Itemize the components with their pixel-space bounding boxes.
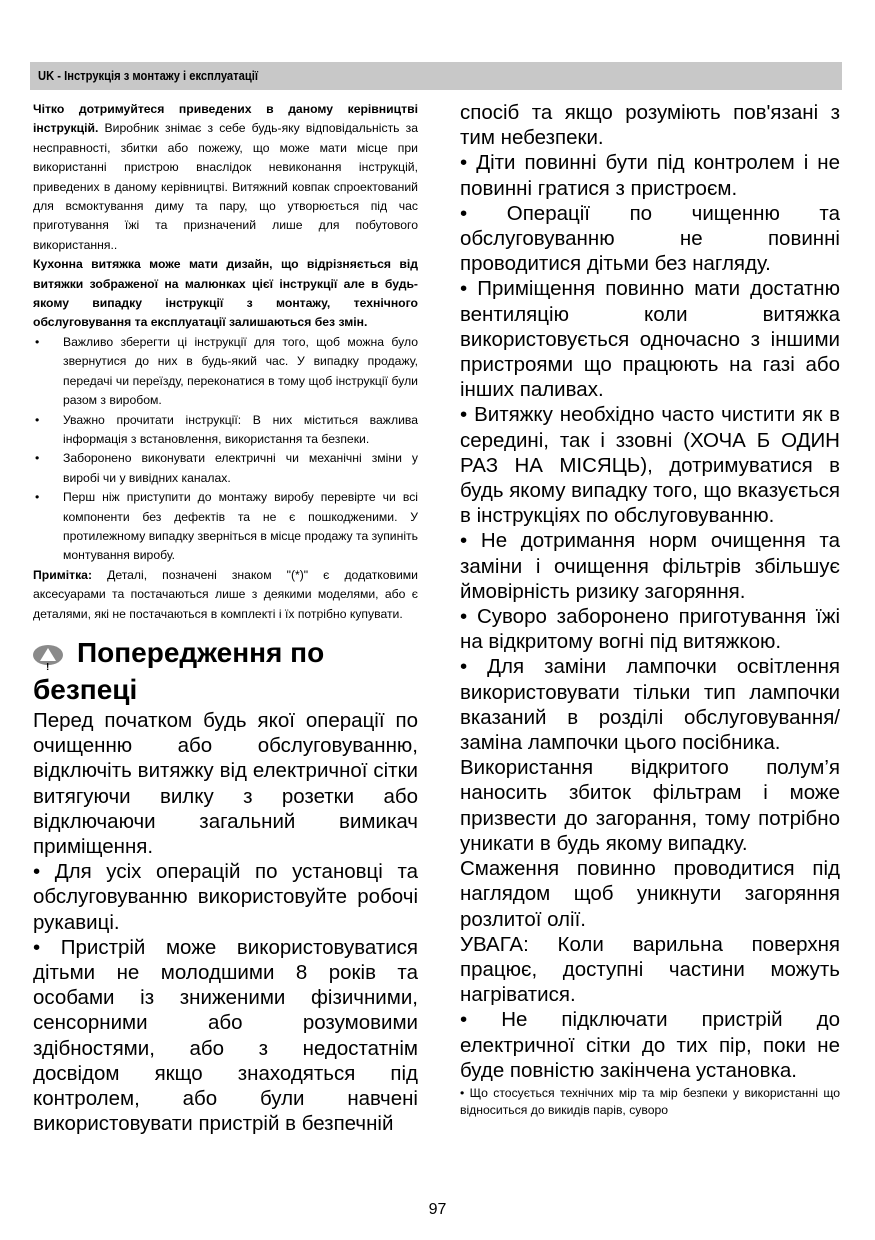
section-header-bar	[30, 62, 842, 90]
technical-measures-note: • Що стосується технічних мір та мір безпеки у використанні що відноситься до викидів парів, суворо	[460, 1085, 840, 1117]
safety-paragraph: • Не підключати пристрій до електричної сітки до тих пір, поки не буде повністю закінчена установка.	[460, 1008, 840, 1082]
intro-text: Виробник знімає з себе будь-яку відповідальність за несправності, збитки або пожежу, що може мати місце при використанні пристрою внаслідок невиконання інструкцій, приведених в даному керівництві. Витяжний ковпак спроектований для всмоктування диму та пару, що утворюється під час приготування їжі та призначений лише для побутового використання..	[33, 121, 418, 252]
safety-paragraph: Смаження повинно проводитися під наглядом щоб уникнути загоряння розлитої олії.	[460, 857, 840, 931]
section-header-title: UK - Інструкція з монтажу і експлуатації	[38, 68, 258, 83]
note-text: Деталі, позначені знаком "(*)" є додатковими аксесуарами та постачаються лише з деякими моделями, або є деталями, які не постачаються в комплекті і їх потрібно купувати.	[33, 567, 418, 621]
warning-icon	[33, 643, 63, 667]
intro-block	[33, 100, 418, 624]
safety-paragraph: спосіб та якщо розуміють пов'язані з тим небезпеки.	[460, 101, 840, 150]
note-label: Примітка:	[33, 567, 93, 582]
list-item: • Заборонено виконувати електричні чи механічні зміни у виробі чи у вивідних каналах.	[33, 449, 418, 488]
list-item: • Перш ніж приступити до монтажу виробу перевірте чи всі компоненти без дефектів та не є пошкодженими. У протилежному випадку зверніться в місце продажу та зупиніть монтування виробу.	[33, 488, 418, 566]
instructions-list	[33, 333, 418, 566]
safety-paragraph: • Суворо заборонено приготування їжі на відкритому вогні під витяжкою.	[460, 605, 840, 654]
safety-heading-line-2: безпеці	[33, 673, 138, 705]
safety-text-left	[33, 708, 418, 1136]
design-note: Кухонна витяжка може мати дизайн, що відрізняється від витяжки зображеної на малюнках цієї інструкції але в будь-якому випадку інструкції з монтажу, технічного обслуговування та експлуатації залишаються без змін.	[33, 257, 418, 330]
list-item: • Уважно прочитати інструкції: В них міститься важлива інформація з встановлення, використання та безпеки.	[33, 411, 418, 450]
safety-paragraph: • Операції по чищенню та обслуговуванню не повинні проводитися дітьми без нагляду.	[460, 201, 840, 276]
left-column	[33, 100, 418, 1136]
safety-text-right	[460, 100, 840, 1083]
safety-heading	[33, 634, 418, 671]
safety-paragraph: • Приміщення повинно мати достатню вентиляцію коли витяжка використовується одночасно з іншими пристроями що працюють на газі або інших паливах.	[460, 277, 840, 402]
list-item: • Важливо зберегти ці інструкції для того, щоб можна було звернутися до них в будь-який час. У випадку продажу, передачі чи переїзду, переконатися в тому щоб інструкції були разом з виробом.	[33, 333, 418, 411]
safety-paragraph: Використання відкритого полум’я наносить збиток фільтрам і може призвести до загорання, тому потрібно уникати в будь якому випадку.	[460, 756, 840, 855]
safety-paragraph: • Діти повинні бути під контролем і не повинні гратися з пристроєм.	[460, 151, 840, 200]
right-column	[460, 100, 840, 1119]
safety-paragraph: Перед початком будь якої операції по очищенню або обслуговуванню, відключіть витяжку від електричної сітки витягуючи вилку з розетки або відключаючи загальний вимикач приміщення.	[33, 708, 418, 858]
safety-heading-line-1: Попередження по	[77, 636, 325, 668]
note-paragraph	[33, 566, 418, 624]
page-number: 97	[428, 1201, 447, 1218]
safety-paragraph: • Витяжку необхідно часто чистити як в середині, так і ззовні (ХОЧА Б ОДИН РАЗ НА МІСЯЦЬ), дотримуватися в будь якому випадку того, що вказується в інструкціях по обслуговуванню.	[460, 403, 841, 528]
safety-paragraph: • Пристрій може використовуватися дітьми не молодшими 8 років та особами із зниженими фізичними, сенсорними або розумовими здібностями, або з недостатнім досвідом якщо знаходяться під контролем, або були навчені використовувати пристрій в безпечній	[33, 935, 418, 1136]
intro-bold: Чітко дотримуйтеся приведених в даному керівництві інструкцій.	[33, 102, 418, 136]
safety-paragraph: • Не дотримання норм очищення та заміни і очищення фільтрів збільшує ймовірність ризику загоряння.	[460, 529, 840, 603]
safety-paragraph: УВАГА: Коли варильна поверхня працює, доступні частини можуть нагріватися.	[460, 932, 840, 1007]
safety-paragraph: • Для заміни лампочки освітлення використовувати тільки тип лампочки вказаний в розділі обслуговування/заміна лампочки цього посібника.	[460, 655, 840, 755]
intro-paragraph	[33, 100, 418, 255]
safety-paragraph: • Для усіх операцій по установці та обслуговуванню використовуйте робочі рукавиці.	[33, 860, 418, 934]
